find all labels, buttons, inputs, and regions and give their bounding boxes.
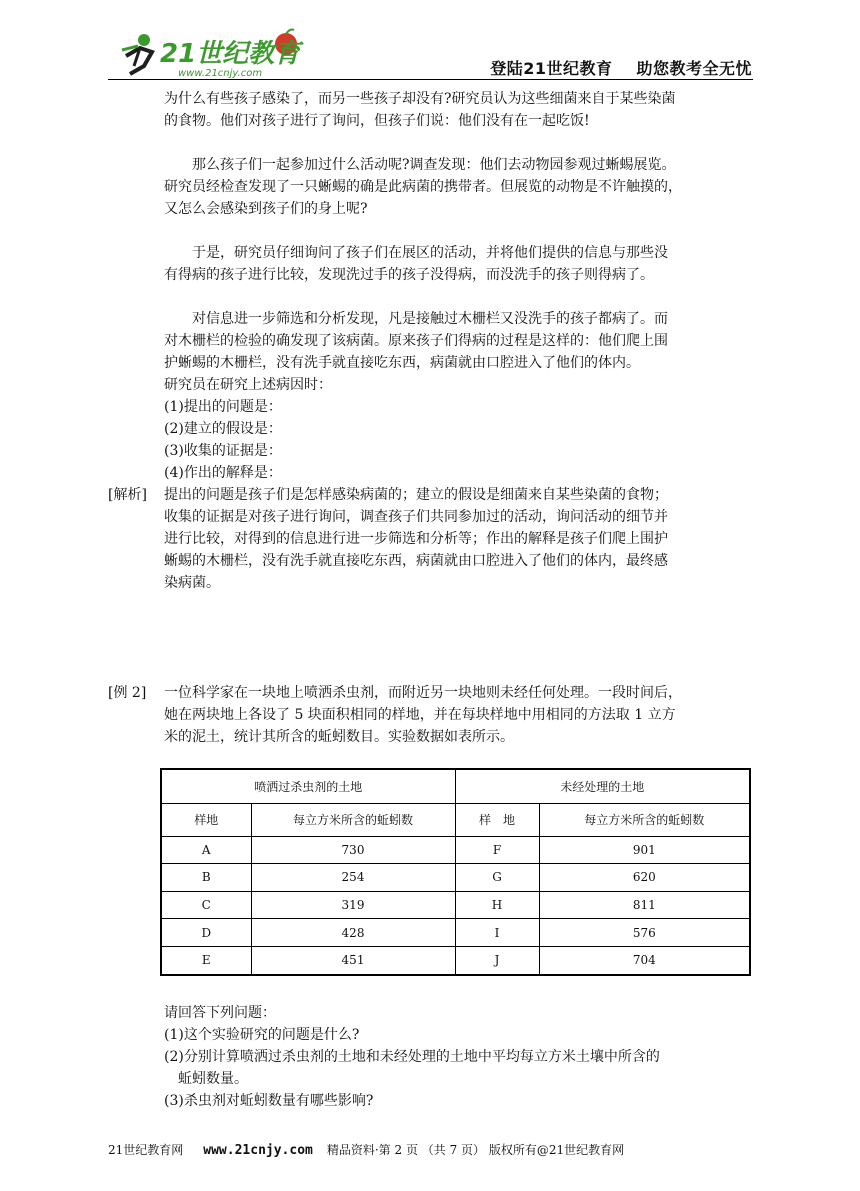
question-line: (1)这个实验研究的问题是什么? [164, 1027, 360, 1043]
body-line: 研究员在研究上述病因时： [164, 377, 332, 393]
analysis-line: 提出的问题是孩子们是怎样感染病菌的；建立的假设是细菌来自某些染菌的食物； [164, 487, 668, 503]
table-header-cell: 每立方米所含的蚯蚓数 [251, 803, 455, 836]
footer-site: 21世纪教育网 [108, 1143, 184, 1157]
table-cell: E [161, 946, 251, 975]
table-cell: 254 [251, 864, 455, 892]
table-group-header: 未经处理的土地 [455, 769, 750, 803]
table-cell: 319 [251, 891, 455, 919]
logo-url-text: www.21cnjy.com [178, 68, 263, 79]
body-line: 对木栅栏的检验的确发现了该病菌。原来孩子们得病的过程是这样的：他们爬上围 [164, 333, 668, 349]
table-row [161, 836, 750, 864]
analysis-line: 进行比较，对得到的信息进行进一步筛选和分析等；作出的解释是孩子们爬上围护 [164, 531, 668, 547]
example-line: 一位科学家在一块地上喷洒杀虫剂，而附近另一块地则未经任何处理。一段时间后， [164, 685, 682, 701]
body-line: 那么孩子们一起参加过什么活动呢?调查发现：他们去动物园参观过蜥蜴展览。 [192, 157, 676, 173]
logo-graphic [108, 26, 308, 82]
body-line: 对信息进一步筛选和分析发现，凡是接触过木栅栏又没洗手的孩子都病了。而 [192, 311, 668, 327]
question-line: 蚯蚓数量。 [178, 1071, 248, 1087]
example-tag: [例 2] [108, 685, 147, 701]
body-line: 的食物。他们对孩子进行了询问，但孩子们说：他们没有在一起吃饭! [164, 113, 590, 129]
example-line: 她在两块地上各设了 5 块面积相同的样地，并在每块样地中用相同的方法取 1 立方 [164, 707, 676, 723]
header-slogan-right: 助您教考全无忧 [636, 59, 752, 78]
footer-info: 精品资料·第 2 页 （共 7 页） 版权所有@21世纪教育网 [326, 1143, 625, 1157]
body-line: 于是，研究员仔细询问了孩子们在展区的活动，并将他们提供的信息与那些没 [192, 245, 668, 261]
table-group-header: 喷洒过杀虫剂的土地 [161, 769, 455, 803]
table-header-row [161, 803, 750, 836]
question-line: (3)杀虫剂对蚯蚓数量有哪些影响? [164, 1093, 374, 1109]
table-cell: H [455, 891, 539, 919]
table-cell: I [455, 919, 539, 947]
table-cell: D [161, 919, 251, 947]
analysis-line: 染病菌。 [164, 575, 220, 591]
table-cell: F [455, 836, 539, 864]
table-cell: 428 [251, 919, 455, 947]
footer-url[interactable]: www.21cnjy.com [203, 1143, 313, 1158]
table-header-cell: 样地 [161, 803, 251, 836]
body-line: (3)收集的证据是： [164, 443, 282, 459]
page-footer [108, 1141, 624, 1158]
body-line: (2)建立的假设是： [164, 421, 282, 437]
table-row [161, 946, 750, 975]
analysis-tag: [解析] [108, 487, 147, 503]
table-cell: 451 [251, 946, 455, 975]
question-line: (2)分别计算喷洒过杀虫剂的土地和未经处理的土地中平均每立方米土壤中所含的 [164, 1049, 660, 1065]
body-line: 有得病的孩子进行比较，发现洗过手的孩子没得病，而没洗手的孩子则得病了。 [164, 267, 654, 283]
table-row [161, 891, 750, 919]
body-line: 为什么有些孩子感染了，而另一些孩子却没有?研究员认为这些细菌来自于某些染菌 [164, 91, 676, 107]
table-row [161, 919, 750, 947]
table-header-cell: 样 地 [455, 803, 539, 836]
table-cell: G [455, 864, 539, 892]
table-cell: C [161, 891, 251, 919]
table-group-header-row [161, 769, 750, 803]
table-cell: 576 [539, 919, 750, 947]
analysis-line: 蜥蜴的木栅栏，没有洗手就直接吃东西，病菌就由口腔进入了他们的体内，最终感 [164, 553, 668, 569]
table-header-cell: 每立方米所含的蚯蚓数 [539, 803, 750, 836]
header-slogan [490, 56, 752, 79]
body-line: 又怎么会感染到孩子们的身上呢? [164, 201, 368, 217]
body-line: 研究员经检查发现了一只蜥蜴的确是此病菌的携带者。但展览的动物是不许触摸的， [164, 179, 682, 195]
example-line: 米的泥土，统计其所含的蚯蚓数目。实验数据如表所示。 [164, 729, 514, 745]
analysis-line: 收集的证据是对孩子进行询问，调查孩子们共同参加过的活动，询问活动的细节并 [164, 509, 668, 525]
table-cell: 901 [539, 836, 750, 864]
table-cell: 811 [539, 891, 750, 919]
question-line: 请回答下列问题： [164, 1005, 276, 1021]
body-line: (1)提出的问题是： [164, 399, 282, 415]
table-cell: 730 [251, 836, 455, 864]
site-logo [108, 26, 308, 82]
logo-text: 21世纪教育 [160, 39, 301, 69]
table-cell: B [161, 864, 251, 892]
table-cell: J [455, 946, 539, 975]
table-cell: A [161, 836, 251, 864]
table-cell: 620 [539, 864, 750, 892]
header-divider [108, 79, 753, 80]
body-line: 护蜥蜴的木栅栏，没有洗手就直接吃东西，病菌就由口腔进入了他们的体内。 [164, 355, 640, 371]
running-figure-icon [122, 34, 152, 74]
table-row [161, 864, 750, 892]
earthworm-data-table [160, 768, 751, 976]
table-cell: 704 [539, 946, 750, 975]
header-slogan-left: 登陆21世纪教育 [490, 59, 613, 78]
body-line: (4)作出的解释是： [164, 465, 282, 481]
